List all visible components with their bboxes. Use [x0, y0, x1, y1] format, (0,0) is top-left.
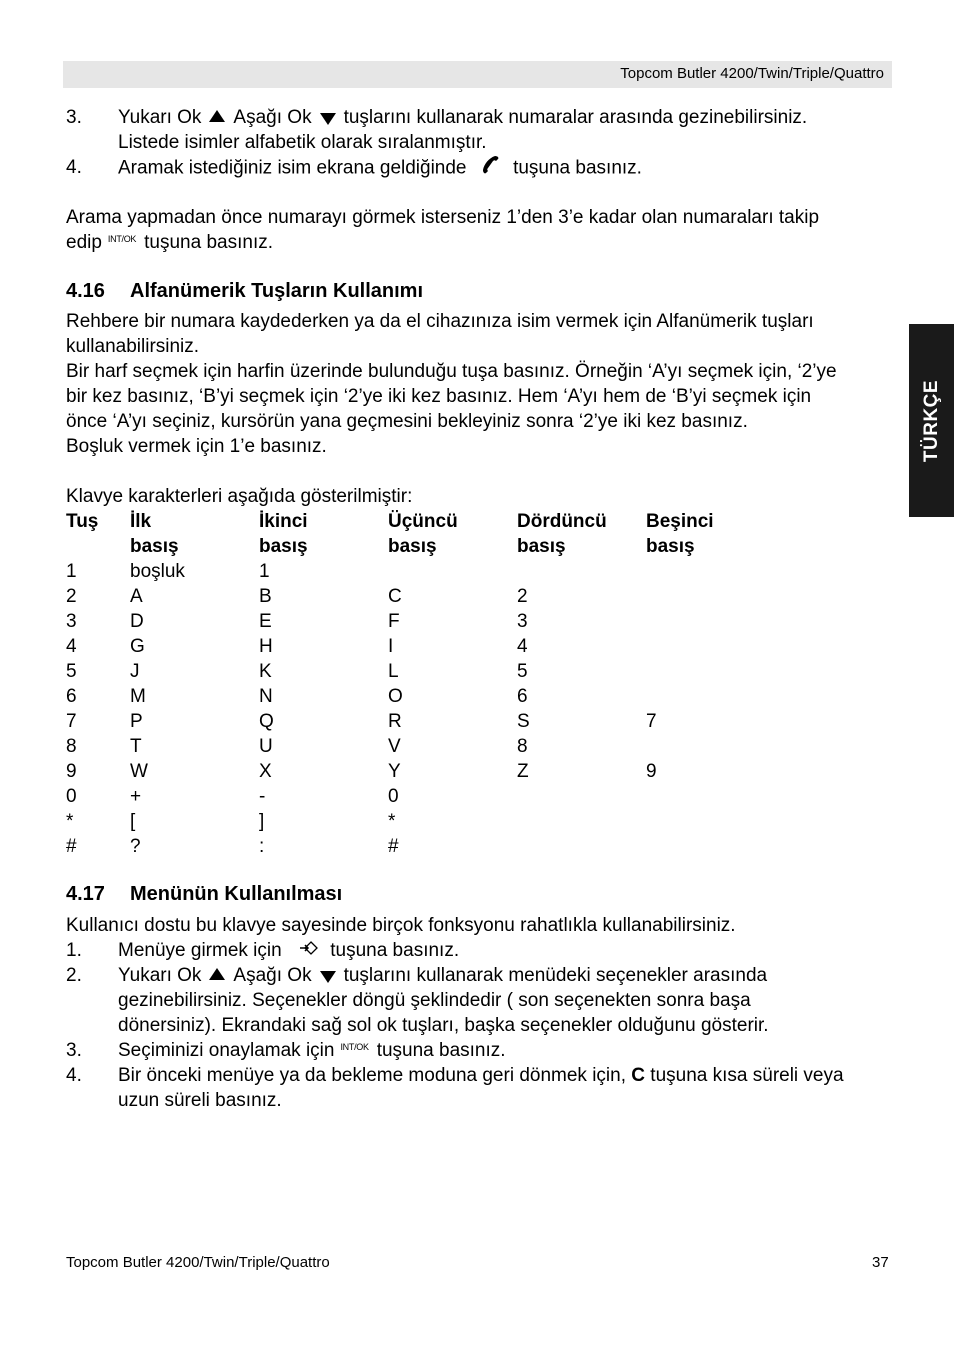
- table-cell: K: [259, 661, 272, 682]
- list-number: 3.: [66, 1040, 82, 1061]
- table-header: Beşinci: [646, 511, 714, 532]
- table-cell: X: [259, 761, 272, 782]
- section-number: 4.16: [66, 280, 105, 302]
- menu-list-item-4-line2: uzun süreli basınız.: [118, 1090, 282, 1111]
- c-key-label: C: [631, 1065, 646, 1086]
- table-cell: +: [130, 786, 142, 807]
- table-cell: M: [130, 686, 146, 707]
- down-arrow-icon: [320, 971, 336, 983]
- table-cell: 2: [517, 586, 528, 607]
- text: tuşuna basınız.: [376, 1040, 506, 1061]
- table-cell: Q: [259, 711, 274, 732]
- table-cell: C: [388, 586, 402, 607]
- text: tuşuna kısa süreli veya: [650, 1065, 844, 1086]
- table-cell: S: [517, 711, 530, 732]
- menu-list-item-2-line2: gezinebilirsiniz. Seçenekler döngü şeklindedir ( son seçenekten sonra başa: [118, 990, 751, 1011]
- section-title: Menünün Kullanılması: [130, 883, 343, 905]
- table-cell: 3: [517, 611, 528, 632]
- menu-list-item-1: [118, 938, 459, 963]
- table-header: Tuş: [66, 511, 99, 532]
- page-number: 37: [872, 1254, 889, 1271]
- table-cell: *: [388, 811, 396, 832]
- table-cell: F: [388, 611, 400, 632]
- paragraph-line: önce ‘A’yı seçiniz, kursörün yana geçmesini bekleyiniz sonra ‘2’ye iki kez basınız.: [66, 411, 748, 432]
- table-cell: B: [259, 586, 272, 607]
- table-cell: Z: [517, 761, 529, 782]
- list-number: 4.: [66, 157, 82, 178]
- paragraph-line: [66, 230, 273, 258]
- up-arrow-icon: [209, 968, 225, 980]
- table-cell: 4: [66, 636, 77, 657]
- paragraph-line: Bir harf seçmek için harfin üzerinde bulunduğu tuşa basınız. Örneğin ‘A’yı seçmek için, ‘2’ye: [66, 361, 837, 382]
- text: tuşuna basınız.: [513, 157, 642, 179]
- list-item-3-line2: Listede isimler alfabetik olarak sıralanmıştır.: [118, 132, 487, 153]
- table-cell: R: [388, 711, 402, 732]
- paragraph-line: Kullanıcı dostu bu klavye sayesinde birçok fonksyonu rahatlıkla kullanabilirsiniz.: [66, 915, 736, 936]
- menu-list-item-2-line3: dönersiniz). Ekrandaki sağ sol ok tuşları, başka seçenekler olduğunu gösterir.: [118, 1015, 769, 1036]
- table-cell: T: [130, 736, 142, 757]
- table-cell: #: [388, 836, 399, 857]
- table-header: Dördüncü: [517, 511, 607, 532]
- section-number: 4.17: [66, 883, 105, 905]
- text: tuşlarını kullanarak numaralar arasında gezinebilirsiniz.: [343, 107, 808, 128]
- table-cell: H: [259, 636, 273, 657]
- paragraph-line: kullanabilirsiniz.: [66, 336, 200, 357]
- text: tuşuna basınız.: [330, 940, 460, 961]
- table-cell: 1: [259, 561, 270, 582]
- table-cell: 6: [66, 686, 77, 707]
- table-cell: N: [259, 686, 273, 707]
- section-heading: [66, 279, 423, 304]
- int-ok-icon: INT/OK: [107, 234, 137, 244]
- language-tab: [909, 324, 954, 517]
- paragraph-line: Arama yapmadan önce numarayı görmek isterseniz 1’den 3’e kadar olan numaraları takip: [66, 207, 820, 228]
- table-header: Üçüncü: [388, 511, 458, 532]
- table-header: basış: [646, 536, 695, 557]
- table-cell: *: [66, 811, 74, 832]
- list-number: 2.: [66, 965, 82, 986]
- header-title: Topcom Butler 4200/Twin/Triple/Quattro: [620, 65, 884, 82]
- table-cell: 3: [66, 611, 77, 632]
- footer-title: Topcom Butler 4200/Twin/Triple/Quattro: [66, 1254, 330, 1271]
- table-cell: 0: [388, 786, 399, 807]
- paragraph-line: bir kez basınız, ‘B’yi seçmek için ‘2’ye iki kez basınız. Hem ‘A’yı hem de ‘B’yi seçmek için: [66, 386, 812, 407]
- down-arrow-icon: [320, 113, 336, 125]
- table-header: İkinci: [259, 511, 308, 532]
- table-cell: V: [388, 736, 401, 757]
- table-cell: 4: [517, 636, 528, 657]
- text: Aşağı Ok: [233, 965, 312, 986]
- table-cell: :: [259, 836, 265, 857]
- list-number: 3.: [66, 107, 82, 128]
- up-arrow-icon: [209, 110, 225, 122]
- text: Bir önceki menüye ya da bekleme moduna geri dönmek için,: [118, 1065, 626, 1086]
- table-cell: 6: [517, 686, 528, 707]
- table-cell: 0: [66, 786, 77, 807]
- table-cell: I: [388, 636, 394, 657]
- table-cell: 5: [517, 661, 528, 682]
- table-cell: O: [388, 686, 403, 707]
- text: tuşlarını kullanarak menüdeki seçenekler arasında: [343, 965, 768, 986]
- table-cell: 9: [646, 761, 657, 782]
- list-number: 1.: [66, 940, 82, 961]
- list-item-3: [118, 105, 807, 130]
- text: Aşağı Ok: [233, 107, 312, 128]
- table-cell: 2: [66, 586, 77, 607]
- table-cell: 9: [66, 761, 77, 782]
- table-header: basış: [259, 536, 308, 557]
- table-cell: Y: [388, 761, 401, 782]
- table-header: basış: [517, 536, 566, 557]
- table-cell: W: [130, 761, 148, 782]
- table-header: basış: [130, 536, 179, 557]
- menu-list-item-2: [118, 963, 767, 988]
- table-cell: #: [66, 836, 77, 857]
- table-cell: 1: [66, 561, 77, 582]
- table-cell: 7: [66, 711, 77, 732]
- int-ok-icon: INT/OK: [340, 1042, 369, 1052]
- table-cell: 5: [66, 661, 77, 682]
- paragraph-line: Boşluk vermek için 1’e basınız.: [66, 436, 327, 457]
- menu-list-item-3: [118, 1038, 506, 1066]
- table-cell: P: [130, 711, 143, 732]
- table-cell: 7: [646, 711, 657, 732]
- table-cell: G: [130, 636, 145, 657]
- table-cell: E: [259, 611, 272, 632]
- table-cell: boşluk: [130, 561, 185, 582]
- table-cell: [: [130, 811, 136, 832]
- table-cell: -: [259, 786, 266, 807]
- text: Yukarı Ok: [118, 107, 202, 128]
- table-cell: A: [130, 586, 143, 607]
- table-cell: U: [259, 736, 273, 757]
- table-cell: L: [388, 661, 399, 682]
- table-cell: 8: [517, 736, 528, 757]
- section-title: Alfanümerik Tuşların Kullanımı: [130, 280, 424, 302]
- text: edip: [66, 232, 102, 253]
- table-cell: ?: [130, 836, 141, 857]
- table-intro: Klavye karakterleri aşağıda gösterilmiştir:: [66, 486, 413, 507]
- text: Yukarı Ok: [118, 965, 202, 986]
- list-item-4: [118, 155, 642, 182]
- page-header: [63, 61, 892, 88]
- text: Menüye girmek için: [118, 940, 282, 961]
- text: tuşuna basınız.: [144, 232, 274, 253]
- text: Aramak istediğiniz isim ekrana geldiğinde: [118, 157, 467, 179]
- paragraph-line: Rehbere bir numara kaydederken ya da el cihazınıza isim vermek için Alfanümerik tuşları: [66, 311, 814, 332]
- table-cell: ]: [259, 811, 265, 832]
- menu-key-icon: [299, 938, 319, 963]
- table-header: İlk: [130, 511, 152, 532]
- table-cell: 8: [66, 736, 77, 757]
- phone-handset-icon: [482, 155, 500, 182]
- table-cell: J: [130, 661, 140, 682]
- table-header: basış: [388, 536, 437, 557]
- section-heading: [66, 882, 342, 907]
- menu-list-item-4: [118, 1063, 844, 1088]
- language-tab-label: TÜRKÇE: [920, 379, 942, 462]
- list-number: 4.: [66, 1065, 82, 1086]
- table-cell: D: [130, 611, 144, 632]
- text: Seçiminizi onaylamak için: [118, 1040, 335, 1061]
